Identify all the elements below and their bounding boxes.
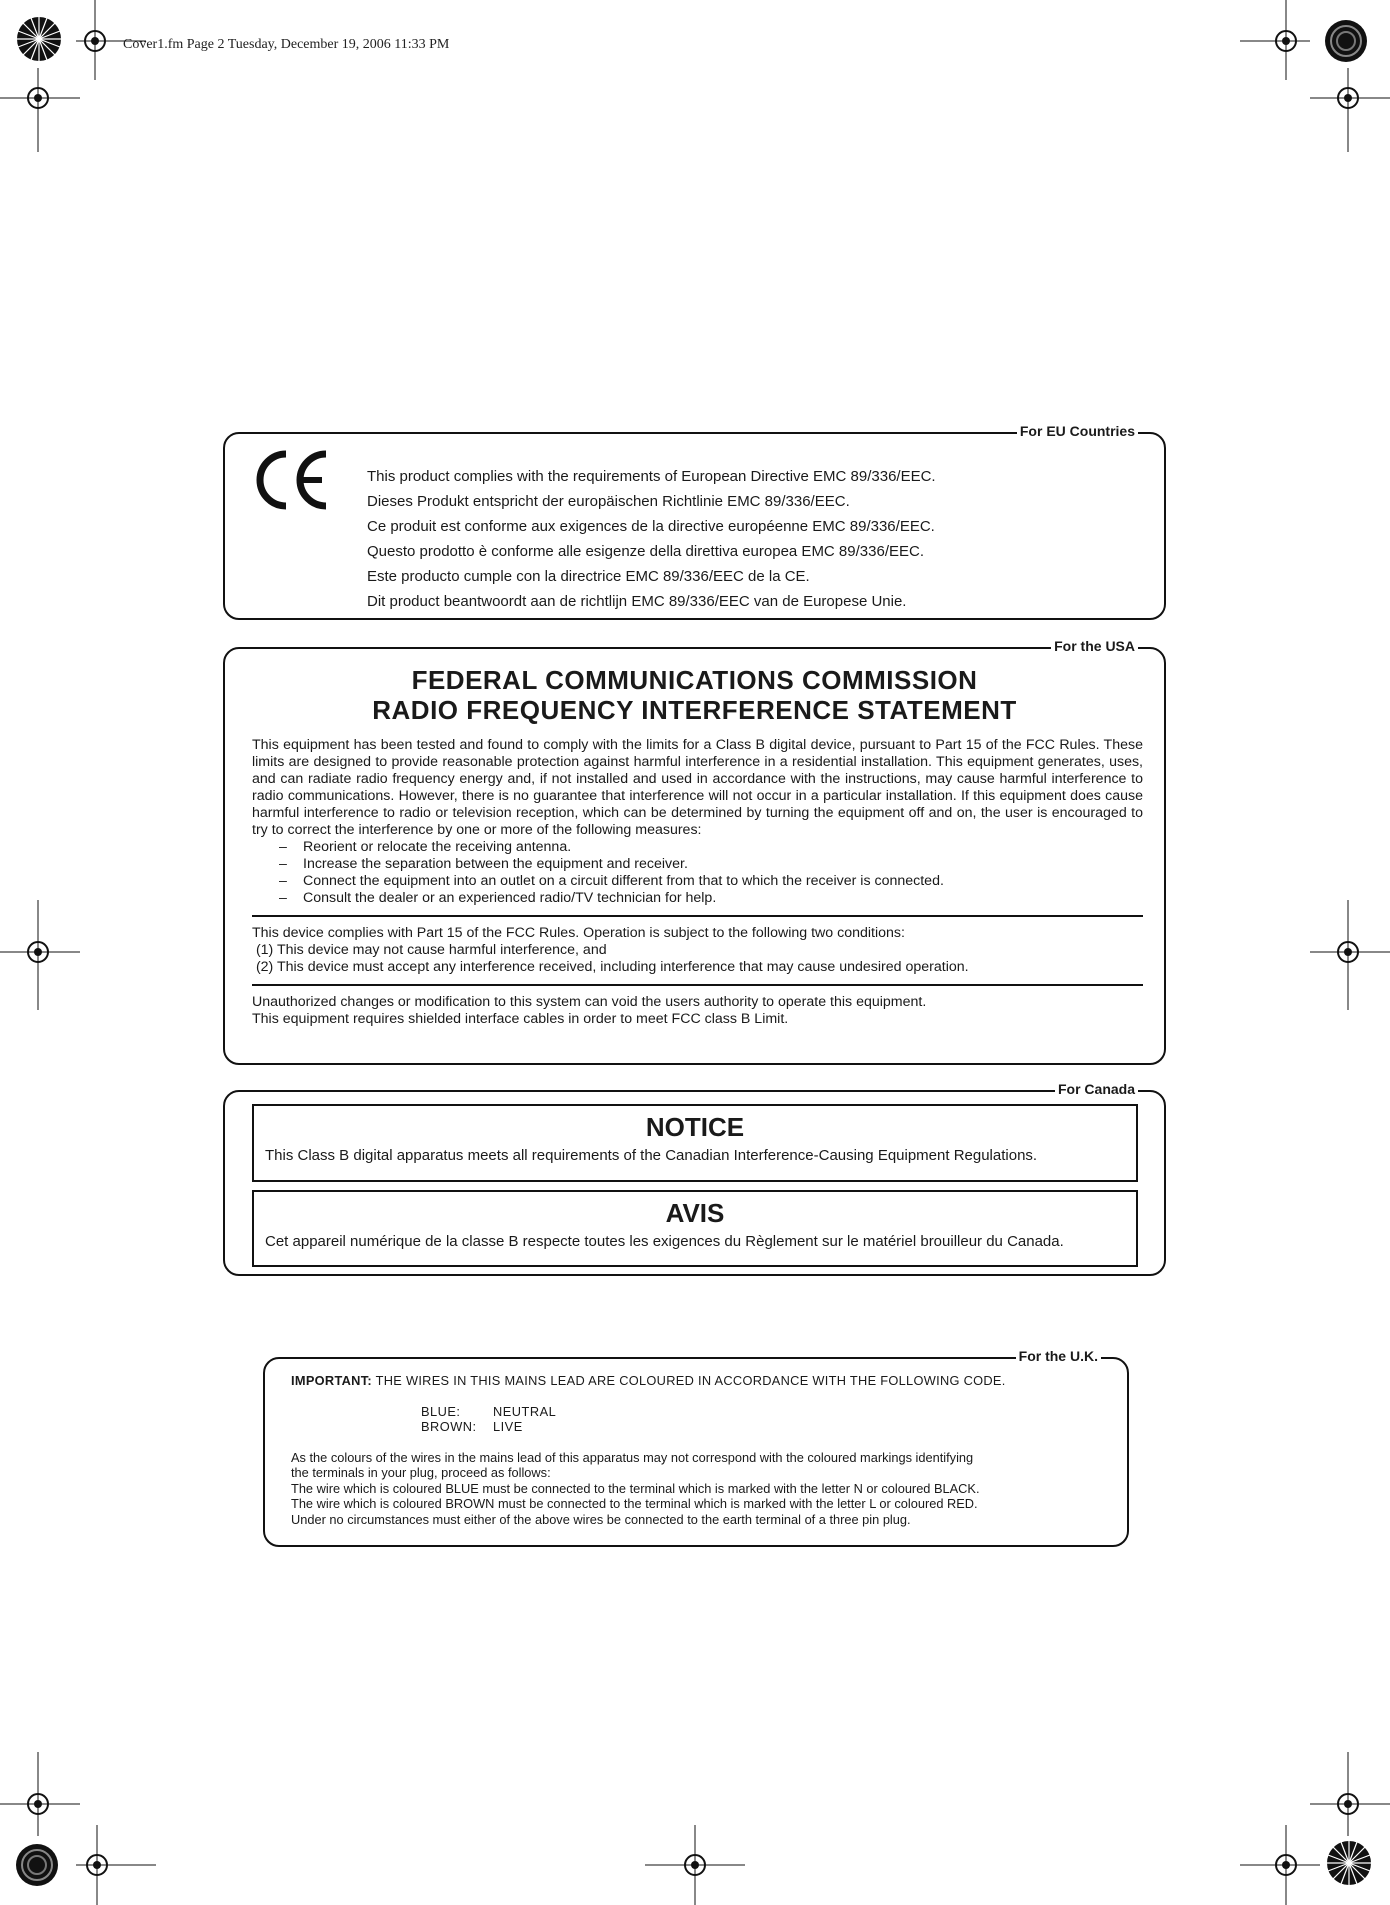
crosshair-mark-bottom-left: [76, 1825, 156, 1905]
fcc-statement-body: [252, 737, 1143, 1028]
uk-instruction-line: The wire which is coloured BROWN must be connected to the terminal which is marked with the letter L or coloured RED.: [291, 1496, 978, 1511]
canada-tag: For Canada: [1055, 1079, 1138, 1099]
avis-title: AVIS: [665, 1198, 725, 1228]
uk-wiring-panel: [263, 1348, 1129, 1547]
fcc-condition-2: (2) This device must accept any interference received, including interference that may cause undesired operation.: [252, 959, 969, 975]
divider: [252, 915, 1143, 917]
fcc-title-line-2: RADIO FREQUENCY INTERFERENCE STATEMENT: [372, 695, 1017, 725]
eu-statement-fr: Ce produit est conforme aux exigences de la directive européenne EMC 89/336/EEC.: [367, 518, 935, 535]
uk-important-line: [291, 1373, 1107, 1389]
notice-box: [252, 1104, 1138, 1182]
fcc-shielded-cables-text: This equipment requires shielded interface cables in order to meet FCC class B Limit.: [252, 1011, 789, 1027]
canada-panel: [223, 1081, 1166, 1276]
crosshair-mark-right-middle: [1310, 900, 1390, 1010]
wire-color: BLUE:: [421, 1403, 461, 1419]
uk-instruction-line: Under no circumstances must either of the above wires be connected to the earth terminal of a three pin plug.: [291, 1511, 911, 1527]
uk-tag: For the U.K.: [1016, 1346, 1101, 1366]
crosshair-mark-top-right: [1240, 0, 1310, 80]
crosshair-mark-right-bottom: [1310, 1752, 1390, 1836]
notice-text: This Class B digital apparatus meets all requirements of the Canadian Interference-Causing Equipment Regulations.: [265, 1147, 1038, 1164]
eu-statement-it: Questo prodotto è conforme alle esigenze della direttiva europea EMC 89/336/EEC.: [367, 543, 924, 560]
important-text: THE WIRES IN THIS MAINS LEAD ARE COLOURED IN ACCORDANCE WITH THE FOLLOWING CODE.: [371, 1373, 1006, 1388]
wire-meaning: LIVE: [493, 1419, 523, 1434]
avis-text: Cet appareil numérique de la classe B respecte toutes les exigences du Règlement sur le matériel brouilleur du Canada.: [265, 1233, 1064, 1250]
crosshair-mark-left-bottom: [0, 1752, 80, 1836]
divider: [252, 984, 1143, 986]
fcc-measure-item: – Reorient or relocate the receiving antenna.: [279, 839, 1143, 856]
usa-tag: For the USA: [1051, 636, 1138, 656]
crosshair-mark-left-middle: [0, 900, 80, 1010]
eu-statement-es: Este producto cumple con la directrice EMC 89/336/EEC de la CE.: [367, 568, 810, 585]
ce-mark-icon: [252, 448, 332, 517]
registration-mark-top-left: [14, 14, 64, 64]
wire-color: BROWN:: [421, 1419, 477, 1434]
crosshair-mark-left-top: [0, 68, 80, 152]
fcc-title-line-1: FEDERAL COMMUNICATIONS COMMISSION: [411, 665, 978, 695]
fcc-measure-item: – Consult the dealer or an experienced radio/TV technician for help.: [279, 890, 1143, 907]
document-header: Cover1.fm Page 2 Tuesday, December 19, 2006 11:33 PM: [123, 37, 450, 52]
fcc-measure-item: – Increase the separation between the equipment and receiver.: [279, 856, 1143, 873]
wire-code-row: [421, 1419, 1107, 1435]
fcc-measure-item: – Connect the equipment into an outlet on a circuit different from that to which the receiver is connected.: [279, 873, 1143, 890]
eu-statement-de: Dieses Produkt entspricht der europäischen Richtlinie EMC 89/336/EEC.: [367, 493, 850, 510]
eu-statement-nl: Dit product beantwoordt aan de richtlijn EMC 89/336/EEC van de Europese Unie.: [367, 593, 907, 610]
uk-wiring-body: [291, 1373, 1107, 1527]
wire-code-row: [421, 1404, 1107, 1420]
uk-instructions: [291, 1450, 1107, 1528]
uk-instruction-line: As the colours of the wires in the mains lead of this apparatus may not correspond with the coloured markings identifying: [291, 1449, 974, 1465]
fcc-part15-text: This device complies with Part 15 of the FCC Rules. Operation is subject to the following two conditions:: [252, 925, 905, 941]
uk-instruction-line: the terminals in your plug, proceed as follows:: [291, 1465, 551, 1480]
registration-mark-bottom-left: [14, 1842, 60, 1888]
registration-mark-top-right: [1323, 18, 1369, 64]
uk-instruction-line: The wire which is coloured BLUE must be connected to the terminal which is marked with the letter N or coloured BLACK.: [291, 1480, 980, 1496]
fcc-measures-list: [252, 839, 1143, 907]
fcc-unauthorized-text: Unauthorized changes or modification to this system can void the users authority to operate this equipment.: [252, 994, 927, 1010]
important-label: IMPORTANT:: [291, 1373, 372, 1388]
usa-fcc-panel: [223, 638, 1166, 1065]
registration-mark-bottom-right: [1324, 1838, 1374, 1888]
crosshair-mark-right-top: [1310, 68, 1390, 152]
avis-box: [252, 1190, 1138, 1267]
wire-color-codes: [421, 1404, 1107, 1435]
wire-meaning: NEUTRAL: [493, 1403, 557, 1419]
notice-title: NOTICE: [645, 1112, 745, 1142]
eu-compliance-panel: [223, 423, 1166, 620]
eu-countries-tag: For EU Countries: [1017, 421, 1138, 441]
fcc-intro-paragraph: This equipment has been tested and found to comply with the limits for a Class B digital device, pursuant to Part 15 of the FCC Rules. These limits are designed to provide reasonable protection against harmful interference in a residential installation. This equipment generates, uses, and can radiate radio frequency energy and, if not installed and used in accordance with the instructions, may cause harmful interference to radio communications. However, there is no guarantee that interference will not occur in a particular installation. If this equipment does cause harmful interference to radio or television reception, which can be determined by turning the equipment off and on, the user is encouraged to try to correct the interference by one or more of the following measures:: [252, 737, 1143, 838]
fcc-condition-1: (1) This device may not cause harmful interference, and: [252, 942, 607, 958]
crosshair-mark-bottom-right: [1240, 1825, 1320, 1905]
eu-statement-en: This product complies with the requirements of European Directive EMC 89/336/EEC.: [367, 468, 936, 485]
eu-statement-list: [367, 464, 936, 614]
fcc-title: [225, 665, 1164, 725]
crosshair-mark-bottom-center: [645, 1825, 745, 1905]
